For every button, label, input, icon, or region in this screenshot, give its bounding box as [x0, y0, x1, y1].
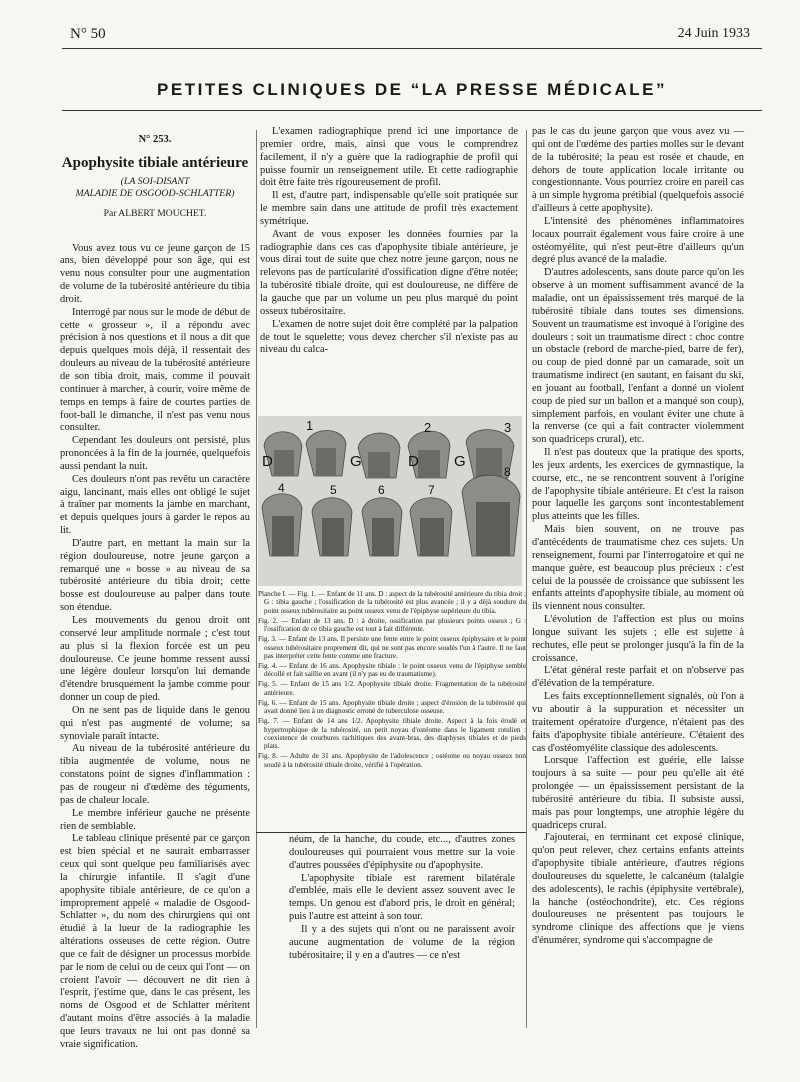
plate-label-g: G: [454, 453, 466, 470]
paragraph: Il n'est pas douteux que la pratique des sports, les jeux ardents, les exercices de gymnastique, la course, etc., ne se rencontrent souvent à l'origine de l'apophysite tibiale antérieure. Et c'est la raison pour laquelle les garçons sont incontestablement plus atteints que les filles.: [532, 447, 744, 523]
caption: Fig. 4. — Enfant de 16 ans. Apophysite tibiale : le point osseux venu de l'épiphyse semble décollé et fait saillie en avant (il n'y pas eu de traumatisme).: [258, 662, 526, 679]
plate-label-5: 5: [330, 483, 337, 497]
plate-label-d: D: [262, 453, 273, 470]
article-author: Par ALBERT MOUCHET.: [103, 207, 207, 219]
paragraph: Les faits exceptionnellement signalés, où l'on a vu aboutir à la suppuration et nécessiter un traitement opératoire d'urgence, n'étaient pas des faits d'apophysite tibiale antérieure. C'étaient des cas d'ostéomyélite classique des adolescents.: [532, 691, 744, 754]
paragraph: Ces douleurs n'ont pas revêtu un caractère aigu, lancinant, mais elles ont obligé le sujet à traîner par moments la jambe en marchant, et depuis quelques jours à garder le repos au lit.: [60, 473, 250, 537]
caption: Fig. 7. — Enfant de 14 ans 1/2. Apophysite tibiale droite. Aspect à la fois érodé et hypertrophique de la tubérosité, un petit noyau d'ostéome dans le ligament rotulien : coexistence de courbures rachitiques des avant-bras, des diaphyses tibiales et de pieds plats.: [258, 717, 526, 751]
column-4: [532, 126, 744, 1030]
caption: Fig. 6. — Enfant de 15 ans. Apophysite tibiale droite ; aspect d'érosion de la tubérosité qui avait donné lieu à un diagnostic erroné de tuberculose osseuse.: [258, 698, 526, 716]
paragraph: J'ajouterai, en terminant cet exposé clinique, qu'on peut relever, chez certains enfants atteints d'apophysite tibiale antérieure, d'autres régions douloureuses du squelette, le calcanéum (talalgie des adolescents), le rachis (épiphysite vertébrale), la hanche (ostéochondrite), etc. Ces régions douloureuses ne présentent pas toujours le syndrome clinique des affections que je viens d'énumérer, syndrome qui s'accompagne de: [532, 832, 744, 947]
paragraph: L'état général reste parfait et on n'observe pas d'élévation de la température.: [532, 665, 744, 690]
column-3-bottom: [289, 834, 515, 1030]
caption: Fig. 3. — Enfant de 13 ans. Il persiste une fente entre le point osseux épiphysaire et le point osseux tubérositaire proprement dit, qui ne sont pas encore soudés l'un à l'autre. Il ne faut pas interpréter cette fente comme une fracture.: [258, 635, 526, 661]
caption: Fig. 5. — Enfant de 15 ans 1/2. Apophysite tibiale droite. Fragmentation de la tubérosité antérieure.: [258, 680, 526, 697]
paragraph: Il est, d'autre part, indispensable qu'elle soit pratiquée sur le membre sain dans une attitude de profil très exactement symétrique.: [260, 190, 518, 227]
masthead-rule: [62, 110, 762, 111]
figure-bottom-rule: [256, 832, 526, 833]
paragraph: L'apophysite tibiale est rarement bilatérale d'emblée, mais elle le devient assez souvent avec le temps. Un genou est d'abord pris, le droit en général; puis l'autre est atteint à son tour.: [289, 872, 515, 923]
issue-date: 24 Juin 1933: [677, 26, 750, 41]
bone: [368, 452, 390, 478]
bone: [420, 518, 444, 556]
paragraph: Avant de vous exposer les données fournies par la radiographie dans ces cas d'apophysite tibiale antérieure, je vous dirai tout de suite que chez notre jeune garçon, nous ne relevons pas de particularité d'ossification digne d'être notée; la tubérosité tibiale droite, qui est douloureuse, ne diffère de la gauche que par un volume un peu plus marqué du point osseux tubérositaire.: [260, 228, 518, 317]
plate-label-1: 1: [306, 418, 314, 433]
plate-label-g: G: [350, 453, 362, 470]
bone: [372, 518, 394, 556]
plate-label-4: 4: [278, 481, 285, 495]
paragraph: Interrogé par nous sur le mode de début de cette « grosseur », il a répondu avec précision à nos questions et il nous a dit que depuis quelques mois déjà, il ressentait des douleurs au niveau de la tubérosité antérieure de son tibia droit, mais, comme il pouvait continuer à marcher, à courir, voire même de temps en temps à faire de courtes parties de foot-ball le dimanche, il n'est pas venu nous consulter.: [60, 306, 250, 434]
header-rule: [62, 48, 762, 49]
article-subtitle-2: MALADIE DE OSGOOD-SCHLATTER): [75, 187, 235, 199]
paragraph: Le membre inférieur gauche ne présente rien de semblable.: [60, 807, 250, 832]
paragraph: Lorsque l'affection est guérie, elle laisse toujours à sa suite — pour peu qu'elle ait été prolongée — un épaississement persistant de la tubérosité antérieure du tibia. Il subsiste aussi, mais pas pour longtemps, une atrophie légère du quadriceps crural.: [532, 755, 744, 831]
plate-label-6: 6: [378, 483, 385, 497]
paragraph: D'autres adolescents, sans doute parce qu'on les observe à un moment suffisamment avancé de la maladie, ont un épaississement très marqué de la tubérosité tibiale dans toutes ses dimensions. Souvent un traumatisme est invoqué à l'origine des douleurs : soit un traumatisme direct : choc contre un obstacle (rebord de marche-pied, barre de fer), ou coup de pied donné par un camarade, soit un traumatisme indirect (en sautant, en faisant du ski, en jouant au football, l'enfant a donné un violent coup de pied sur un ballon et a manqué son coup), simplement parfois, en voulant éviter une chute à la renverse (ce qui a fait contracter violemment son quadriceps crural), etc.: [532, 267, 744, 446]
column-1: [60, 128, 250, 1050]
radiograph-plate: [258, 416, 522, 586]
bone: [476, 448, 502, 478]
paragraph: Le tableau clinique présenté par ce garçon est bien spécial et ne saurait embarrasser ceux qui sont quelque peu familiarisés avec la chirurgie infantile. Il s'agit d'une apophysite tibiale antérieure, de ce qu'on a improprement appelé « maladie de Osgood-Schlatter », du nom des chirurgiens qui ont étudié à la lueur de la radiographie les altérations osseuses de cette région. Outre que ce fait de désigner un processus morbide par le nom de celui ou de ceux qui l'ont — on croient l'avoir — découvert ne dit rien à l'esprit, j'estime que, dans le cas présent, les noms de Osgood et de Schlatter méritent d'autant moins d'être associés à la maladie que leurs travaux ne lui ont pas donné sa vraie signification.: [60, 833, 250, 1050]
plate-label-3: 3: [504, 420, 512, 435]
paragraph: L'examen radiographique prend ici une importance de premier ordre, mais, ainsi que vous le comprendrez facilement, il n'y a guère que la radiographie de profil qui puisse fournir un renseignement utile. Et cette radiographie doit être faite très rigoureusement de profil.: [260, 126, 518, 189]
paragraph: Mais bien souvent, on ne trouve pas d'antécédents de traumatisme chez ces sujets. Un renseignement, fourni par l'interrogatoire et qui ne manque guère, est beaucoup plus précieux : c'est celui de la poussée de croissance que subissent les enfants atteints d'apophysite tibiale, au moment où ils viennent nous consulter.: [532, 524, 744, 613]
article-number: N° 253.: [138, 134, 172, 145]
figure-captions: [258, 590, 526, 771]
article-subtitle-1: (LA SOI-DISANT: [120, 175, 190, 187]
bone: [476, 502, 510, 556]
paragraph: Les mouvements du genou droit ont conservé leur amplitude normale ; c'est tout au plus si la flexion forcée est un peu douloureuse. Ce jeune homme ressent aussi une légère douleur lorsqu'on lui demande d'étendre brusquement la jambe comme pour donner un coup de pied.: [60, 615, 250, 704]
column-separator: [526, 130, 527, 1028]
issue-number: N° 50: [70, 26, 106, 42]
paragraph: L'évolution de l'affection est plus ou moins longue suivant les sujets ; elle est sujette à rechutes, elle peut se prolonger jusqu'à la fin de la croissance.: [532, 614, 744, 664]
column-1-body: [60, 243, 250, 1052]
paragraph: On ne sent pas de liquide dans le genou qui n'est pas augmenté de volume; sa synoviale paraît intacte.: [60, 704, 250, 742]
bone: [272, 516, 294, 556]
caption: Planche I. — Fig. 1. — Enfant de 11 ans. D : aspect de la tubérosité antérieure du tibia droit ; G : tibia gauche ; l'ossification de la tubérosité est plus avancée ; il y a déjà soudure du point osseux tubérositaire au point osseux venu de l'épiphyse supérieure du tibia.: [258, 590, 526, 615]
bone: [274, 450, 294, 476]
caption: Fig. 8. — Adulte de 31 ans. Apophysite de l'adolescence ; ostéome ou noyau osseux non soudé à la tubérosité tibiale droite, vérifié à l'opération.: [258, 752, 526, 769]
paragraph: D'autre part, en mettant la main sur la région douloureuse, notre jeune garçon a remarqué une « bosse » au niveau de sa tubérosité antérieure du tibia droit; cette bosse est douloureuse au palper dans toute son étendue.: [60, 537, 250, 614]
plate-label-d: D: [408, 453, 419, 470]
bone: [316, 448, 336, 476]
plate-label-2: 2: [424, 420, 432, 435]
masthead: PETITES CLINIQUES DE “LA PRESSE MÉDICALE”: [157, 80, 667, 99]
paragraph: L'intensité des phénomènes inflammatoires locaux pourrait également vous faire croire à une ostéomyélite, qui n'est peut-être d'ailleurs qu'un degré plus avancé de la maladie.: [532, 215, 744, 266]
paragraph: Au niveau de la tubérosité antérieure du tibia augmentée de volume, nous ne constatons point de signes d'inflammation : pas de rougeur ni d'œdème des téguments, pas de chaleur locale.: [60, 743, 250, 806]
column-2-top: [260, 126, 518, 406]
paragraph: Cependant les douleurs ont persisté, plus prononcées à la fin de la journée, quelquefois aussi pendant la nuit.: [60, 435, 250, 472]
paragraph: Vous avez tous vu ce jeune garçon de 15 ans, bien développé pour son âge, qui est venu nous consulter pour une augmentation de volume de la tubérosité antérieure du tibia droit.: [60, 242, 250, 305]
column-separator: [256, 130, 257, 1028]
caption: Fig. 2. — Enfant de 13 ans. D : à droite, ossification par plusieurs points osseux ; G : l'ossification de ce tibia gauche est tout à fait différente.: [258, 616, 526, 634]
plate-label-7: 7: [428, 483, 435, 497]
paragraph: néum, de la hanche, du coude, etc..., d'autres zones douloureuses qui pourraient vous mettre sur la voie d'autres poussées d'épiphysite ou d'apophysite.: [289, 834, 515, 871]
paragraph: Il y a des sujets qui n'ont ou ne paraissent avoir aucune augmentation de volume de la région tubérositaire; il y en a d'autres — ce n'est: [289, 923, 515, 961]
plate-label-8: 8: [504, 465, 511, 479]
bone: [418, 450, 440, 478]
paragraph: pas le cas du jeune garçon que vous avez vu — qui ont de l'œdème des parties molles sur le devant de la tubérosité; la peau est rosée et chaude, en dehors de toute application locale irritante ou congestionnante. Vous pourriez croire en pareil cas à un simple hygroma prétibial (quelquefois associé d'ailleurs à cette apophysite).: [532, 126, 744, 215]
bone: [322, 518, 344, 556]
paragraph: L'examen de notre sujet doit être complété par la palpation de tout le squelette; vous devez chercher s'il n'existe pas au niveau du calca-: [260, 318, 518, 356]
article-title: Apophysite tibiale antérieure: [61, 154, 249, 171]
